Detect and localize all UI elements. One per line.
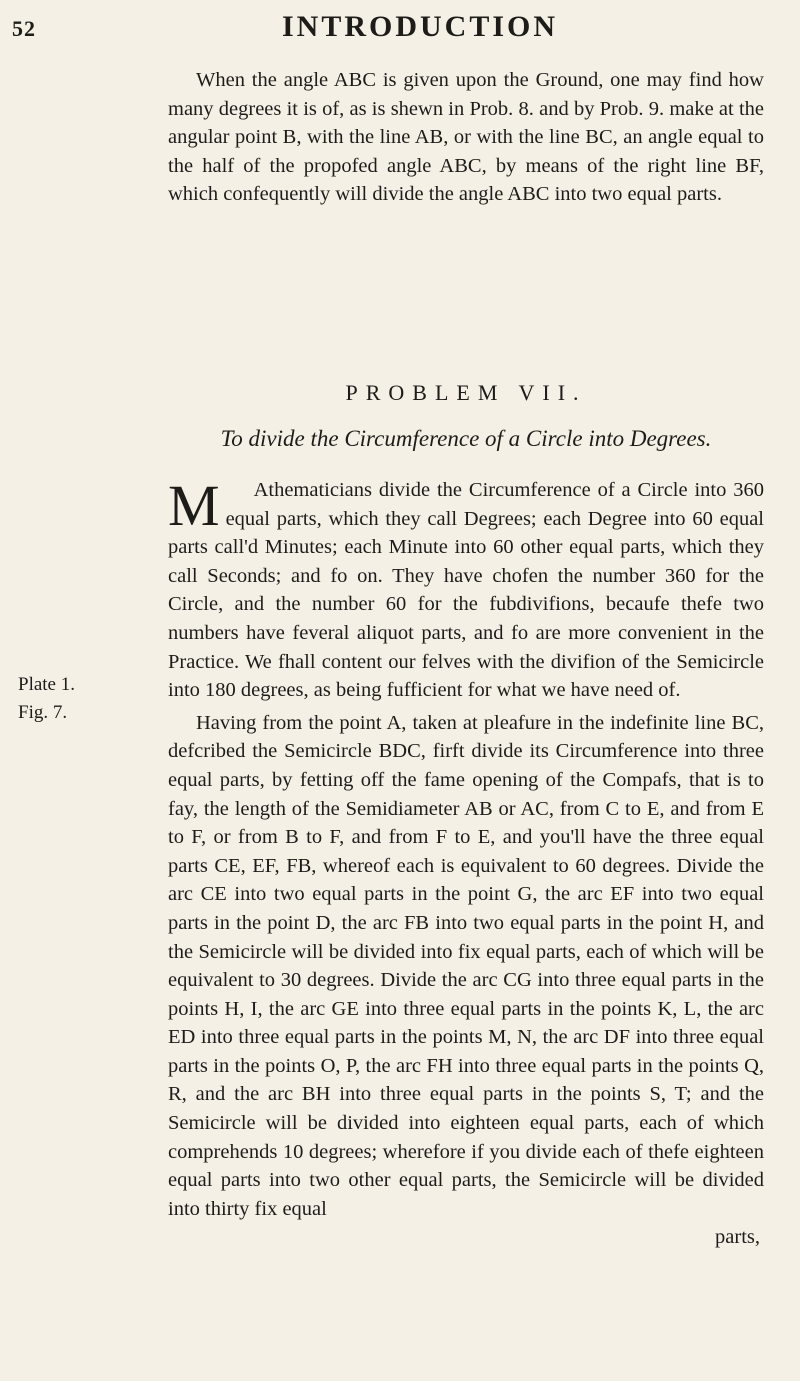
margin-note-plate: Plate 1. [18,674,75,695]
margin-note-fig: Fig. 7. [18,702,68,723]
intro-text: When the angle ABC is given upon the Ground, one may find how many degrees it is of, as is shewn in Prob. 8. and by Prob. 9. make at the angular point B, with the line AB, or with the line BC, an angle equal to the half of the propofed angle ABC, by means of the right line BF, which confequently will divide the angle ABC into two equal parts. [168,69,764,206]
paragraph-1-text: Athematicians divide the Circumference of a Circle into 360 equal parts, which they call Degrees; each Degree into 60 equal parts call'd Minutes; each Minute into 60 other equal parts, which they call Seconds; and fo on. They have chofen the number 360 for the Circle, and the number 60 for the fubdivifions, becaufe thefe two numbers have feveral aliquot parts, and fo are more convenient in the Practice. We fhall content our felves with the divifion of the Semicircle into 180 degrees, as being fufficient for what we have need of. [168,479,764,702]
catchword: parts, [715,1226,760,1249]
problem-body [168,473,764,1252]
running-title: INTRODUCTION [281,10,559,43]
page-number: 52 [12,16,36,41]
intro-paragraph [168,66,764,209]
paragraph-1 [168,473,764,705]
paragraph-2-text: Having from the point A, taken at pleafure in the indefinite line BC, defcribed the Semicircle BDC, firft divide its Circumference into three equal parts, by fetting off the fame opening of the Compafs, that is to fay, the length of the Semidiameter AB or AC, from C to E, and from E to F, or from B to F, and from F to E, and you'll have the three equal parts CE, EF, FB, whereof each is equivalent to 60 degrees. Divide the arc CE into two equal parts in the point G, the arc EF into two equal parts in the point D, the arc FB into two equal parts in the point H, and the Semicircle will be divided into fix equal parts, each of which will be equivalent to 30 degrees. Divide the arc CG into three equal parts in the points H, I, the arc GE into three equal parts in the points K, L, the arc ED into three equal parts in the points M, N, the arc DF into three equal parts in the points O, P, the arc FH into three equal parts in the points Q, R, and the arc BH into three equal parts in the points S, T; and the Semicircle will be divided into eighteen equal parts, each of which comprehends 10 degrees; wherefore if you divide each of thefe eighteen equal parts into two other equal parts, the Semicircle will be divided into thirty fix equal [168,711,764,1220]
problem-heading: PROBLEM VII. [345,380,587,405]
dropcap-letter: M [168,473,220,538]
paragraph-2 [168,709,764,1224]
problem-title: To divide the Circumference of a Circle into Degrees. [220,426,712,451]
